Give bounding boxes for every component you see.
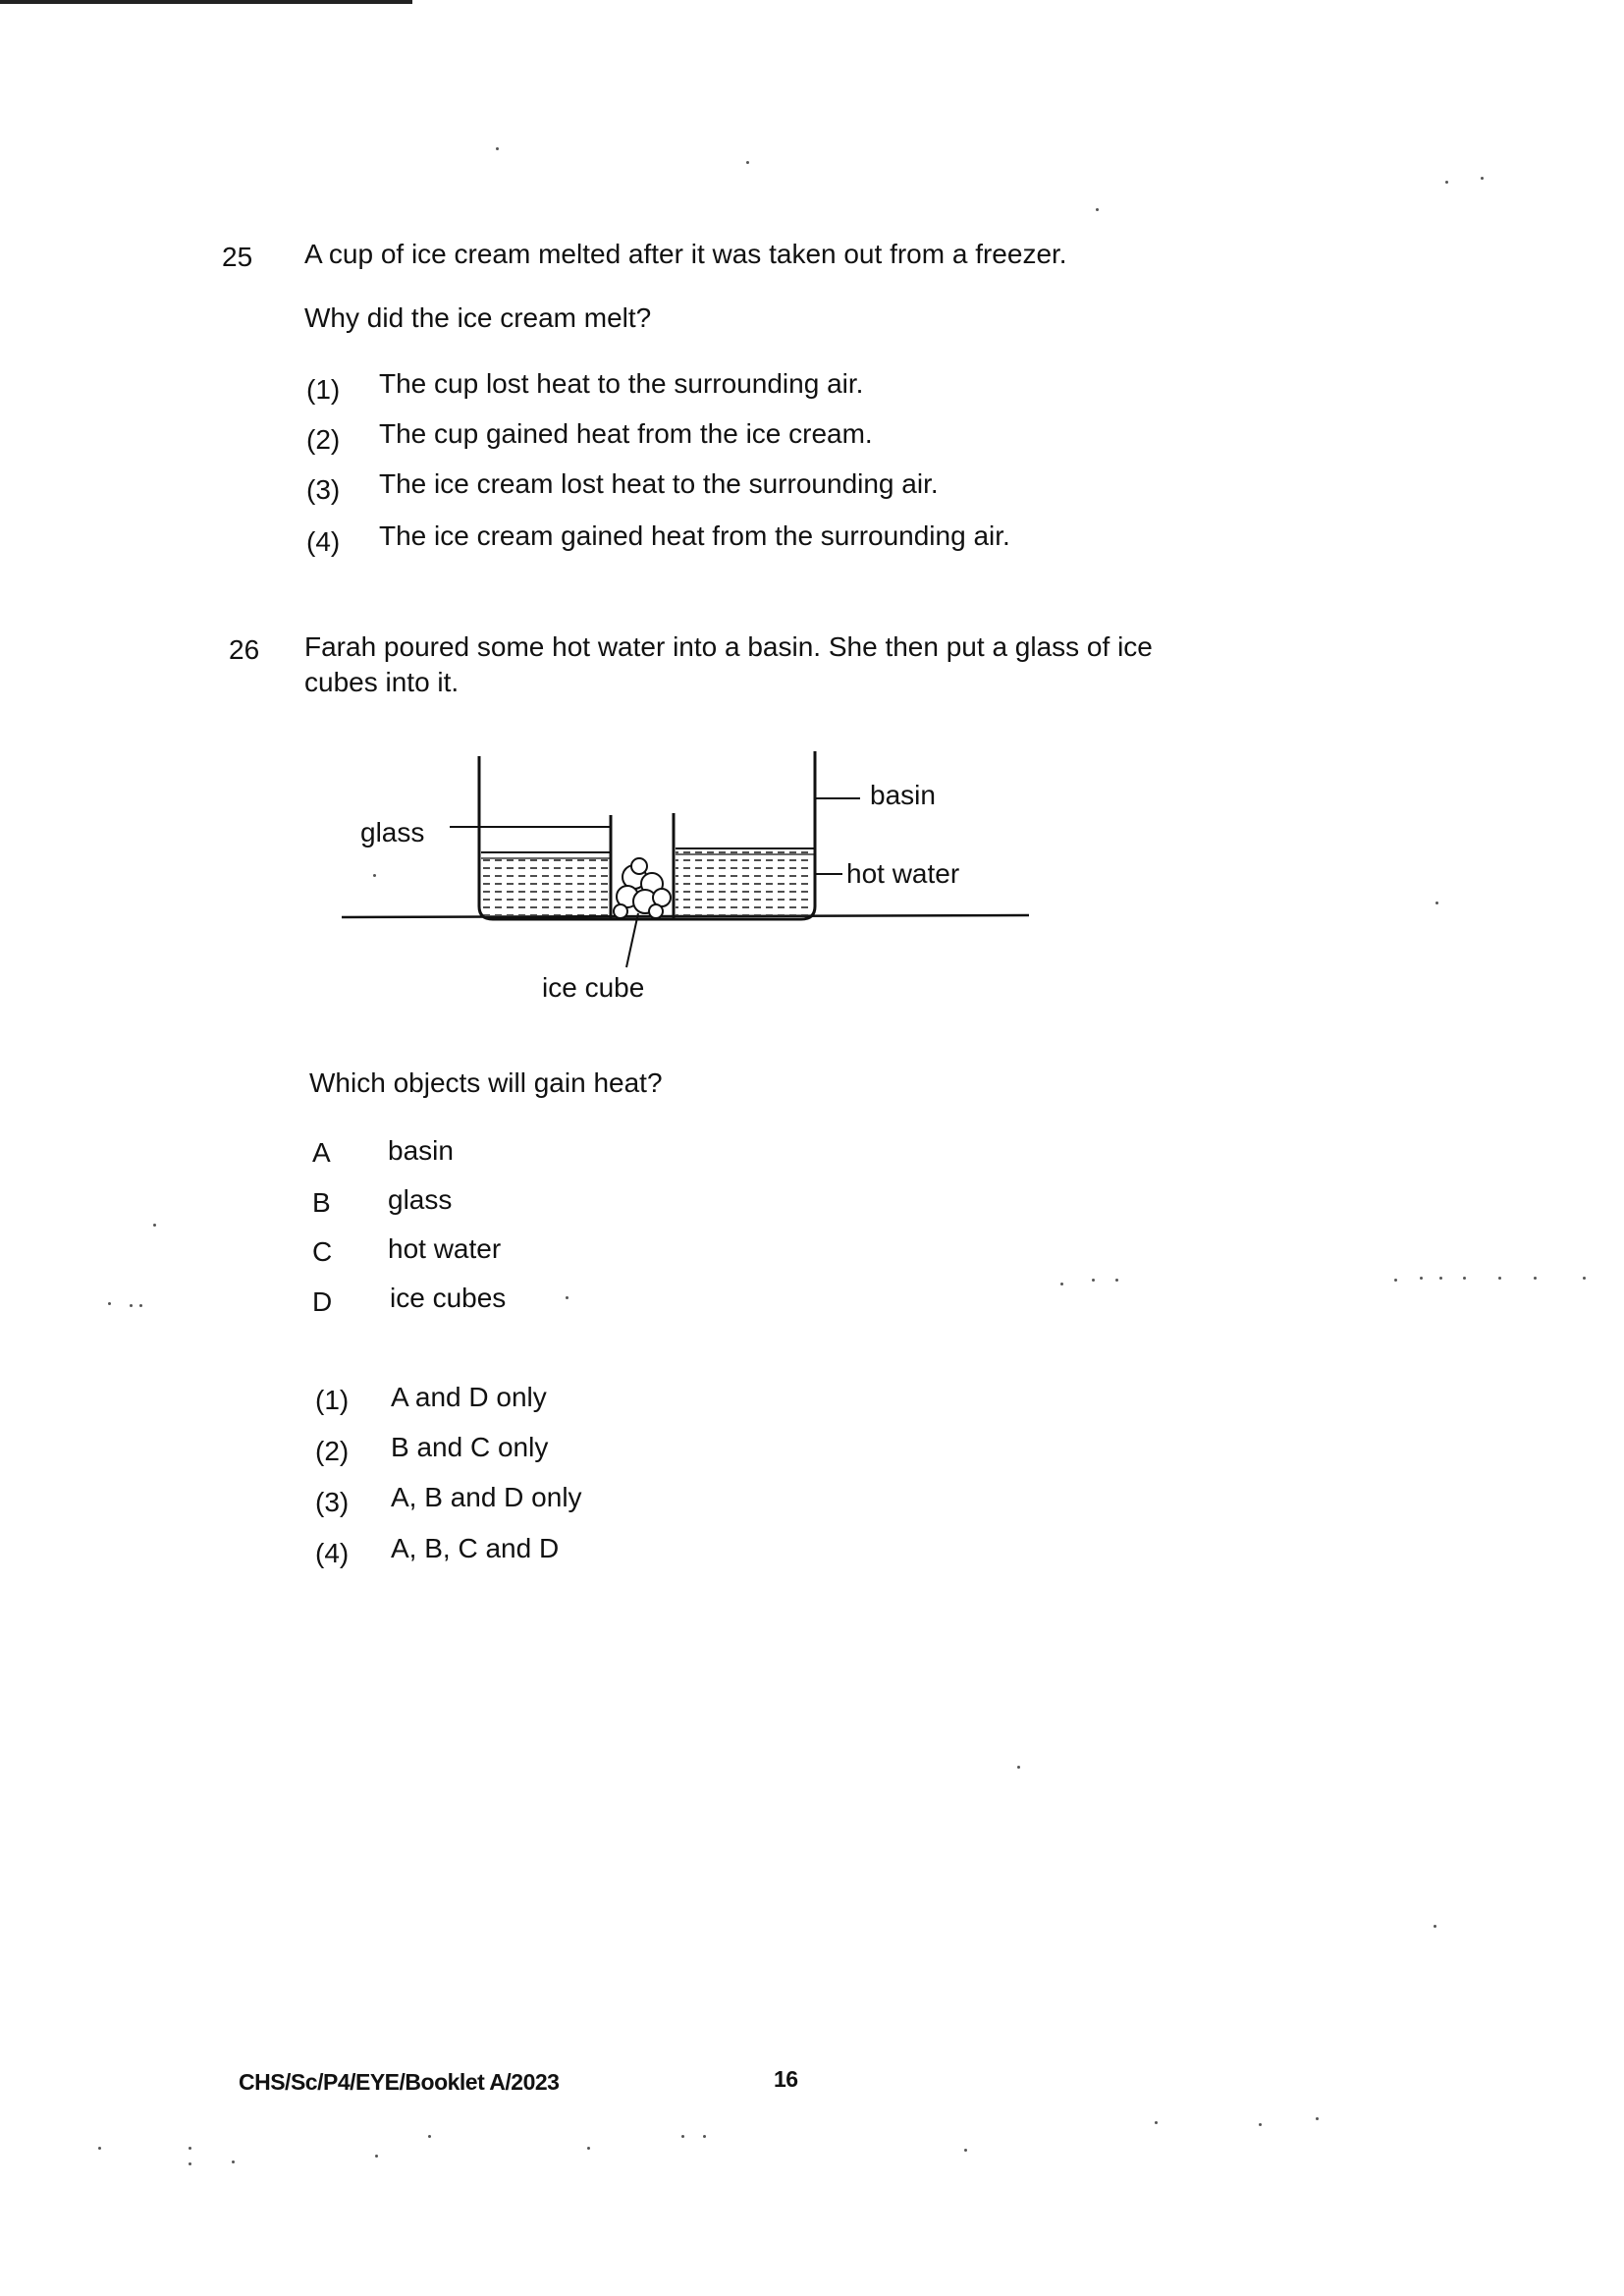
- q26-item-a-text: basin: [388, 1135, 454, 1166]
- q26-option-2-text: B and C only: [391, 1432, 549, 1462]
- ice-cube-cluster: [614, 858, 671, 918]
- q25-option-1-text: The cup lost heat to the surrounding air.: [379, 368, 864, 399]
- glass-water-region: [481, 854, 609, 915]
- question-25-number: 25: [222, 242, 253, 272]
- q25-option-2-text: The cup gained heat from the ice cream.: [379, 418, 873, 449]
- q26-option-1-text: A and D only: [391, 1382, 547, 1412]
- booklet-code: CHS/Sc/P4/EYE/Booklet A/2023: [239, 2069, 560, 2095]
- q26-option-2-number[interactable]: (2): [315, 1436, 350, 1466]
- q25-option-2-number[interactable]: (2): [306, 424, 341, 455]
- q25-option-4-text: The ice cream gained heat from the surrounding air.: [379, 520, 1010, 551]
- q25-option-3-text: The ice cream lost heat to the surrounding air.: [379, 468, 939, 499]
- question-25-prompt: Why did the ice cream melt?: [304, 302, 652, 333]
- q26-option-3-text: A, B and D only: [391, 1482, 582, 1512]
- q26-option-4-number[interactable]: (4): [315, 1538, 350, 1568]
- question-26-stem-line1: Farah poured some hot water into a basin. She then put a glass of ice: [304, 631, 1153, 662]
- question-25-stem: A cup of ice cream melted after it was taken out from a freezer.: [304, 239, 1067, 269]
- glass-label: glass: [360, 817, 425, 847]
- q26-item-c-text: hot water: [388, 1233, 502, 1264]
- q26-option-4-text: A, B, C and D: [391, 1533, 560, 1563]
- hot-water-region: [676, 850, 813, 917]
- q26-item-d-letter: D: [312, 1286, 333, 1317]
- question-26-prompt: Which objects will gain heat?: [309, 1067, 663, 1098]
- q26-item-d-text: ice cubes: [390, 1283, 507, 1313]
- page-number: 16: [774, 2066, 798, 2092]
- q26-item-b-text: glass: [388, 1184, 453, 1215]
- q26-item-a-letter: A: [312, 1137, 331, 1168]
- q26-option-3-number[interactable]: (3): [315, 1487, 350, 1517]
- q26-option-1-number[interactable]: (1): [315, 1385, 350, 1415]
- hot-water-label: hot water: [846, 858, 960, 889]
- ice-cube-label: ice cube: [542, 972, 645, 1003]
- q26-item-c-letter: C: [312, 1236, 333, 1267]
- q25-option-3-number[interactable]: (3): [306, 474, 341, 505]
- ice-cube-leader-line: [626, 913, 638, 967]
- q25-option-4-number[interactable]: (4): [306, 526, 341, 557]
- question-26-stem-line2: cubes into it.: [304, 667, 460, 697]
- q26-item-b-letter: B: [312, 1187, 331, 1218]
- basin-label: basin: [870, 780, 936, 810]
- q25-option-1-number[interactable]: (1): [306, 374, 341, 405]
- question-26-number: 26: [229, 634, 260, 665]
